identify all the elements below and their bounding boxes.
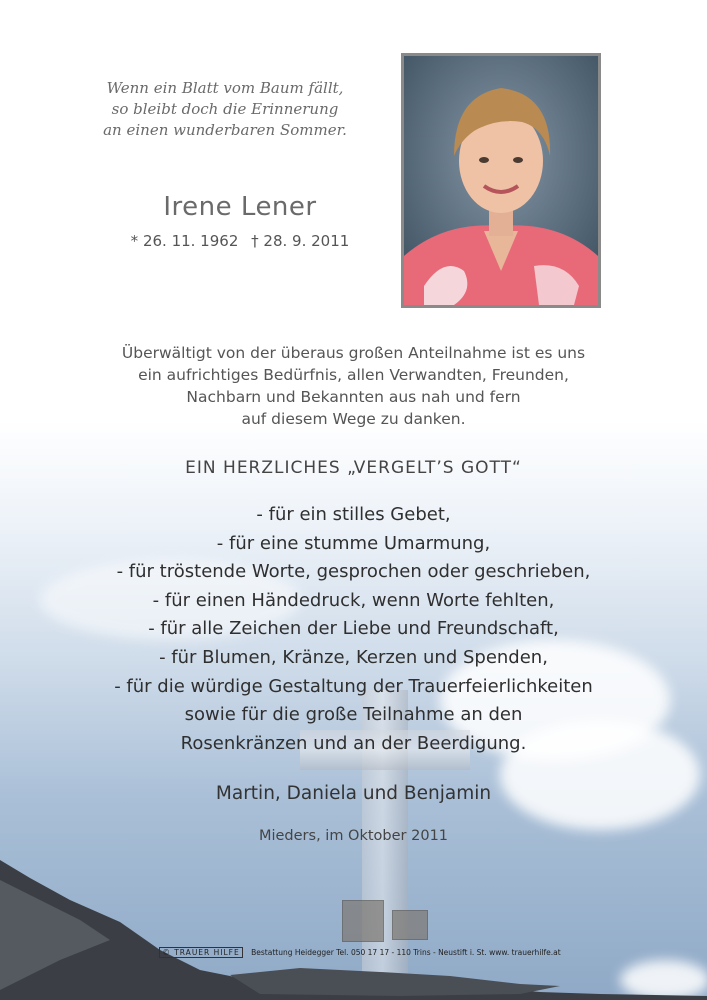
thanks-line: Überwältigt von der überaus großen Anteilnahme ist es uns (121, 344, 586, 362)
mountain-silhouette (0, 860, 707, 1000)
deceased-name: Irene Lener (163, 192, 317, 222)
thanks-paragraph (60, 342, 647, 430)
quote-line: so bleibt doch die Erinnerung (111, 100, 339, 118)
list-item: Rosenkränzen und an der Beerdigung. (180, 732, 527, 754)
quote-line: an einen wunderbaren Sommer. (103, 121, 347, 139)
footer-contact: Bestattung Heidegger Tel. 050 17 17 - 110 Trins - Neustift i. St. www. trauerhilfe.at (251, 948, 561, 957)
gratitude-list (40, 501, 667, 758)
memorial-quote (100, 78, 350, 141)
list-item: - für ein stilles Gebet, (256, 504, 451, 525)
birth-date: * 26. 11. 1962 (130, 232, 239, 250)
trauerhilfe-logo: © TRAUER HILFE (159, 947, 242, 958)
list-item: - für tröstende Worte, gesprochen oder geschrieben, (116, 561, 591, 583)
thanks-line: ein aufrichtiges Bedürfnis, allen Verwandten, Freunden, (138, 366, 569, 384)
list-item: - für die würdige Gestaltung der Trauerfeierlichkeiten (114, 675, 593, 697)
list-item: sowie für die große Teilnahme an den (184, 704, 523, 726)
quote-line: Wenn ein Blatt vom Baum fällt, (106, 79, 344, 97)
thanks-line: auf diesem Wege zu danken. (241, 410, 466, 428)
family-signature: Martin, Daniela und Benjamin (215, 783, 492, 804)
thanks-line: Nachbarn und Bekannten aus nah und fern (186, 388, 521, 406)
list-item: - für Blumen, Kränze, Kerzen und Spenden, (159, 646, 548, 668)
list-item: - für eine stumme Umarmung, (216, 532, 491, 554)
death-date: † 28. 9. 2011 (251, 232, 350, 250)
place-date: Mieders, im Oktober 2011 (258, 828, 449, 844)
footer (150, 948, 570, 957)
portrait-photo (401, 53, 601, 308)
list-item: - für alle Zeichen der Liebe und Freundschaft, (148, 618, 559, 640)
life-dates (100, 232, 380, 250)
gratitude-heading: EIN HERZLICHES „VERGELT’S GOTT“ (185, 458, 522, 478)
list-item: - für einen Händedruck, wenn Worte fehlten, (152, 589, 555, 611)
